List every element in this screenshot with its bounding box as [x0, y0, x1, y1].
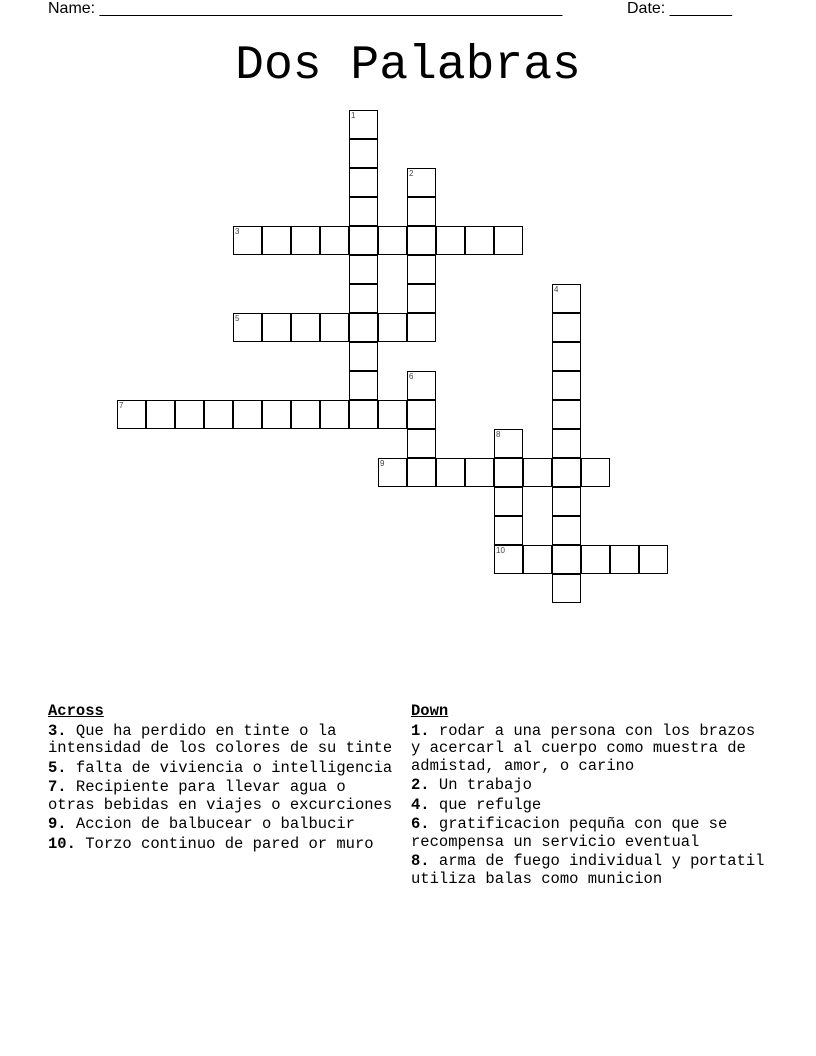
crossword-cell [407, 429, 436, 458]
clue-text: que refulge [438, 795, 542, 814]
crossword-cell [552, 400, 581, 429]
crossword-cell [465, 226, 494, 255]
cell-number: 6 [409, 372, 414, 381]
crossword-cell [494, 487, 523, 516]
crossword-cell [378, 400, 407, 429]
across-clues [48, 703, 393, 855]
crossword-cell [349, 226, 378, 255]
crossword-cell [552, 313, 581, 342]
clue-number: 3. [48, 721, 67, 740]
clue-number: 4. [411, 795, 430, 814]
crossword-cell [407, 284, 436, 313]
cell-number: 10 [496, 546, 505, 555]
crossword-cell [349, 139, 378, 168]
clue-text: falta de viviencia o intelligencia [75, 758, 393, 777]
across-clue [48, 836, 393, 854]
down-heading: Down [411, 702, 449, 720]
crossword-cell [552, 429, 581, 458]
clue-number: 2. [411, 776, 430, 794]
across-clue [48, 816, 393, 834]
name-field-label: Name: ____________________________________________________ [48, 0, 563, 17]
crossword-cell [436, 458, 465, 487]
crossword-cell [349, 255, 378, 284]
down-clue [411, 797, 771, 815]
crossword-cell [552, 371, 581, 400]
crossword-cell [204, 400, 233, 429]
crossword-cell [552, 487, 581, 516]
crossword-cell [552, 342, 581, 371]
crossword-cell [407, 313, 436, 342]
down-clue [411, 777, 771, 795]
cell-number: 2 [409, 169, 414, 178]
crossword-cell [291, 226, 320, 255]
across-heading: Across [48, 702, 104, 720]
crossword-cell [407, 226, 436, 255]
clue-text: Recipiente para llevar agua o otras bebidas en viajes o excurciones [48, 778, 393, 814]
clue-number: 6. [411, 815, 430, 833]
crossword-cell [349, 168, 378, 197]
crossword-cell [320, 313, 349, 342]
clue-text: arma de fuego individual y portatil utiliza balas como municion [411, 852, 765, 888]
crossword-cell [262, 313, 291, 342]
crossword-cell [552, 516, 581, 545]
crossword-cell [581, 458, 610, 487]
crossword-cell [581, 545, 610, 574]
crossword-cell [320, 226, 349, 255]
across-clue [48, 779, 393, 814]
clue-text: gratificacion pequña con que se recompensa un servicio eventual [411, 815, 728, 851]
crossword-cell [407, 197, 436, 226]
crossword-cell [407, 400, 436, 429]
across-clue [48, 723, 393, 758]
cell-number: 9 [380, 459, 385, 468]
crossword-cell [552, 545, 581, 574]
cell-number: 8 [496, 430, 501, 439]
cell-number: 3 [235, 227, 240, 236]
crossword-cell [349, 313, 378, 342]
clue-text: rodar a una persona con los brazos y acercarl al cuerpo como muestra de admistad, amor, o carino [411, 721, 756, 775]
crossword-cell [494, 516, 523, 545]
crossword-cell [175, 400, 204, 429]
crossword-cell [349, 400, 378, 429]
down-clues [411, 703, 771, 890]
clue-number: 7. [48, 778, 67, 796]
crossword-cell [436, 226, 465, 255]
cell-number: 5 [235, 314, 240, 323]
down-clue [411, 853, 771, 888]
crossword-cell [349, 342, 378, 371]
crossword-cell [523, 545, 552, 574]
clue-number: 5. [48, 758, 67, 777]
page-title: Dos Palabras [235, 39, 581, 93]
clue-text: Un trabajo [438, 776, 532, 794]
clue-text: Torzo continuo de pared or muro [85, 834, 374, 853]
cell-number: 7 [119, 401, 124, 410]
crossword-cell [494, 226, 523, 255]
crossword-cell [262, 226, 291, 255]
cell-number: 4 [554, 285, 559, 294]
clue-text: Accion de balbucear o balbucir [75, 815, 355, 833]
clue-number: 9. [48, 815, 67, 833]
crossword-cell [291, 400, 320, 429]
date-field-label: Date: _______ [627, 0, 732, 17]
crossword-cell [378, 313, 407, 342]
cell-number: 1 [351, 111, 356, 120]
crossword-cell [494, 458, 523, 487]
crossword-cell [146, 400, 175, 429]
down-clue [411, 816, 771, 851]
crossword-cell [262, 400, 291, 429]
clue-number: 10. [48, 834, 76, 853]
crossword-cell [233, 400, 262, 429]
crossword-cell [523, 458, 552, 487]
down-clue [411, 723, 771, 776]
crossword-cell [407, 458, 436, 487]
crossword-cell [552, 458, 581, 487]
crossword-cell [610, 545, 639, 574]
clue-text: Que ha perdido en tinte o la intensidad de los colores de su tinte [48, 721, 393, 757]
clue-number: 1. [411, 721, 430, 740]
crossword-cell [349, 284, 378, 313]
across-clue [48, 760, 393, 778]
crossword-cell [378, 226, 407, 255]
crossword-cell [552, 574, 581, 603]
crossword-cell [320, 400, 349, 429]
clue-number: 8. [411, 852, 430, 870]
crossword-cell [407, 255, 436, 284]
crossword-cell [291, 313, 320, 342]
crossword-cell [465, 458, 494, 487]
crossword-cell [349, 197, 378, 226]
crossword-cell [349, 371, 378, 400]
crossword-cell [639, 545, 668, 574]
